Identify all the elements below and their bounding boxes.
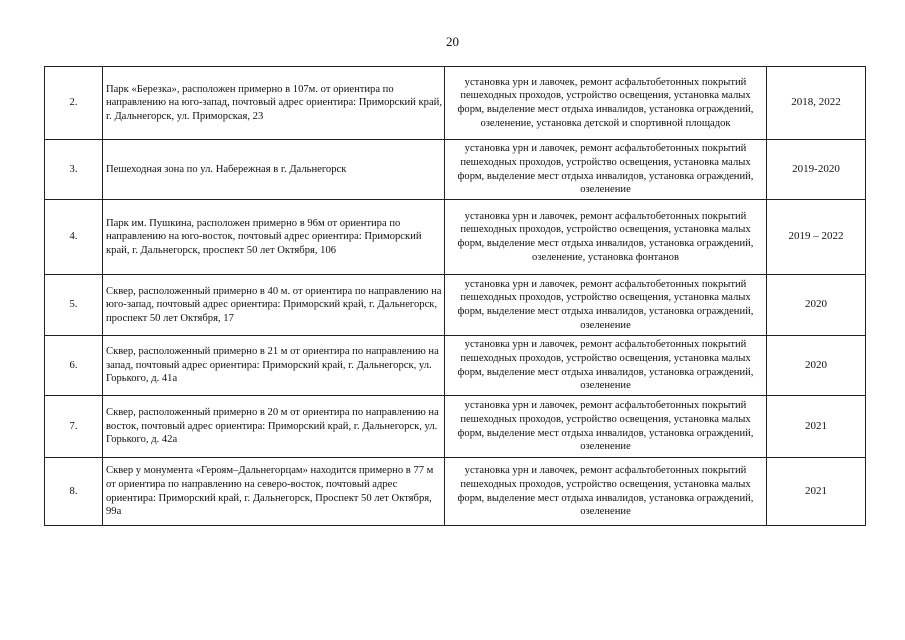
table-row <box>45 336 866 396</box>
table-row <box>45 396 866 458</box>
page-number: 20 <box>446 34 459 49</box>
row-number: 5. <box>45 275 103 336</box>
row-number: 6. <box>45 336 103 396</box>
row-number: 7. <box>45 396 103 458</box>
table-row <box>45 67 866 140</box>
works-list: установка урн и лавочек, ремонт асфальтобетонных покрытий пешеходных проходов, устройство освещения, установка малых форм, выделение мест отдыха инвалидов, установка ограждений, озеленение <box>445 336 767 396</box>
years: 2020 <box>767 336 866 396</box>
place-description: Парк им. Пушкина, расположен примерно в 96м от ориентира по направлению на юго-восток, почтовый адрес ориентира: Приморский край, г. Дальнегорск, проспект 50 лет Октября, 106 <box>103 200 445 275</box>
years: 2021 <box>767 458 866 526</box>
improvement-table <box>44 66 866 526</box>
row-number: 8. <box>45 458 103 526</box>
row-number: 3. <box>45 140 103 200</box>
works-list: установка урн и лавочек, ремонт асфальтобетонных покрытий пешеходных проходов, устройство освещения, установка малых форм, выделение мест отдыха инвалидов, установка ограждений, озеленение <box>445 275 767 336</box>
years: 2019 – 2022 <box>767 200 866 275</box>
place-description: Пешеходная зона по ул. Набережная в г. Дальнегорск <box>103 140 445 200</box>
table-row <box>45 275 866 336</box>
place-description: Сквер, расположенный примерно в 21 м от ориентира по направлению на запад, почтовый адрес ориентира: Приморский край, г. Дальнегорск, ул. Горького, д. 41а <box>103 336 445 396</box>
table-row <box>45 458 866 526</box>
years: 2019-2020 <box>767 140 866 200</box>
works-list: установка урн и лавочек, ремонт асфальтобетонных покрытий пешеходных проходов, устройство освещения, установка малых форм, выделение мест отдыха инвалидов, установка ограждений, озеленение, установка фонтанов <box>445 200 767 275</box>
years: 2021 <box>767 396 866 458</box>
works-list: установка урн и лавочек, ремонт асфальтобетонных покрытий пешеходных проходов, устройство освещения, установка малых форм, выделение мест отдыха инвалидов, установка ограждений, озеленение, установка детской и спортивной площадок <box>445 67 767 140</box>
place-description: Сквер у монумента «Героям–Дальнегорцам» находится примерно в 77 м от ориентира по направлению на северо-восток, почтовый адрес ориентира: Приморский край, г. Дальнегорск, Проспект 50 лет Октября, 99а <box>103 458 445 526</box>
years: 2018, 2022 <box>767 67 866 140</box>
works-list: установка урн и лавочек, ремонт асфальтобетонных покрытий пешеходных проходов, устройство освещения, установка малых форм, выделение мест отдыха инвалидов, установка ограждений, озеленение <box>445 140 767 200</box>
row-number: 2. <box>45 67 103 140</box>
table-row <box>45 200 866 275</box>
row-number: 4. <box>45 200 103 275</box>
table-row <box>45 140 866 200</box>
years: 2020 <box>767 275 866 336</box>
place-description: Сквер, расположенный примерно в 40 м. от ориентира по направлению на юго-запад, почтовый адрес ориентира: Приморский край, г. Дальнегорск, проспект 50 лет Октября, 17 <box>103 275 445 336</box>
works-list: установка урн и лавочек, ремонт асфальтобетонных покрытий пешеходных проходов, устройство освещения, установка малых форм, выделение мест отдыха инвалидов, установка ограждений, озеленение <box>445 458 767 526</box>
place-description: Парк «Березка», расположен примерно в 107м. от ориентира по направлению на юго-запад, почтовый адрес ориентира: Приморский край, г. Дальнегорск, ул. Приморская, 23 <box>103 67 445 140</box>
works-list: установка урн и лавочек, ремонт асфальтобетонных покрытий пешеходных проходов, устройство освещения, установка малых форм, выделение мест отдыха инвалидов, установка ограждений, озеленение <box>445 396 767 458</box>
place-description: Сквер, расположенный примерно в 20 м от ориентира по направлению на восток, почтовый адрес ориентира: Приморский край, г. Дальнегорск, ул. Горького, д. 42а <box>103 396 445 458</box>
